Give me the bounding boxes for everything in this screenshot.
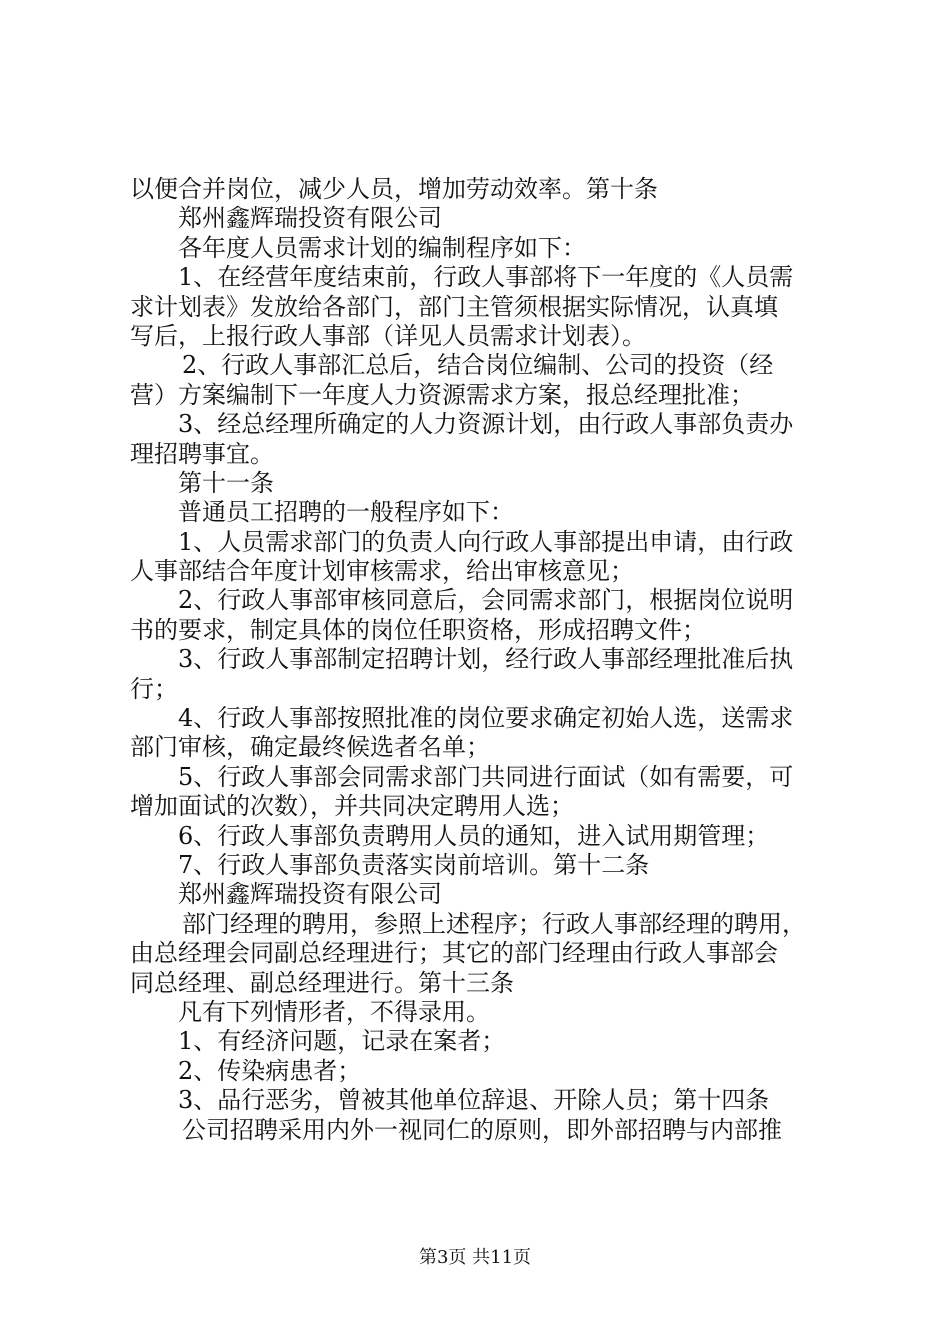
- text-line: 第十一条: [178, 468, 274, 497]
- text-line: 5、行政人事部会同需求部门共同进行面试（如有需要，可: [178, 762, 794, 791]
- text-line: 6、行政人事部负责聘用人员的通知，进入试用期管理；: [178, 821, 770, 850]
- text-line: 1、在经营年度结束前，行政人事部将下一年度的《人员需: [178, 263, 794, 292]
- text-line: 7、行政人事部负责落实岗前培训。第十二条: [178, 850, 650, 879]
- text-line: 4、行政人事部按照批准的岗位要求确定初始人选，送需求: [178, 704, 794, 733]
- document-body: [130, 175, 835, 1145]
- text-line: 写后，上报行政人事部（详见人员需求计划表）。: [130, 321, 646, 350]
- text-line: 行；: [130, 674, 178, 703]
- text-line: 3、品行恶劣，曾被其他单位辞退、开除人员；第十四条: [178, 1086, 770, 1115]
- text-line: 1、有经济问题，记录在案者；: [178, 1027, 506, 1056]
- text-line: 郑州鑫辉瑞投资有限公司: [178, 880, 442, 909]
- text-line: 1、人员需求部门的负责人向行政人事部提出申请，由行政: [178, 527, 794, 556]
- text-line: 公司招聘采用内外一视同仁的原则，即外部招聘与内部推: [182, 1115, 782, 1144]
- page-number-footer: 第3页 共11页: [418, 1247, 532, 1268]
- text-line: 求计划表》发放给各部门，部门主管须根据实际情况，认真填: [130, 292, 778, 321]
- text-line: 部门经理的聘用，参照上述程序；行政人事部经理的聘用，: [182, 909, 806, 938]
- text-line: 各年度人员需求计划的编制程序如下：: [178, 233, 586, 262]
- text-line: 以便合并岗位，减少人员，增加劳动效率。第十条: [130, 175, 658, 203]
- text-line: 部门审核，确定最终候选者名单；: [130, 733, 490, 762]
- text-line: 同总经理、副总经理进行。第十三条: [130, 968, 514, 997]
- text-line: 郑州鑫辉瑞投资有限公司: [178, 204, 442, 233]
- text-line: 营）方案编制下一年度人力资源需求方案，报总经理批准；: [130, 380, 754, 409]
- text-line: 理招聘事宜。: [130, 439, 274, 468]
- text-line: 增加面试的次数），并共同决定聘用人选；: [130, 792, 574, 821]
- text-line: 3、行政人事部制定招聘计划，经行政人事部经理批准后执: [178, 645, 794, 674]
- text-line: 2、传染病患者；: [178, 1056, 362, 1085]
- text-line: 2、行政人事部审核同意后，会同需求部门，根据岗位说明: [178, 586, 794, 615]
- text-line: 由总经理会同副总经理进行；其它的部门经理由行政人事部会: [130, 939, 778, 968]
- text-line: 人事部结合年度计划审核需求，给出审核意见；: [130, 557, 634, 586]
- text-line: 2、行政人事部汇总后，结合岗位编制、公司的投资（经: [182, 351, 774, 380]
- text-line: 普通员工招聘的一般程序如下：: [178, 498, 514, 527]
- text-line: 3、经总经理所确定的人力资源计划，由行政人事部负责办: [178, 410, 794, 439]
- text-line: 书的要求，制定具体的岗位任职资格，形成招聘文件；: [130, 615, 706, 644]
- text-line: 凡有下列情形者，不得录用。: [178, 997, 490, 1026]
